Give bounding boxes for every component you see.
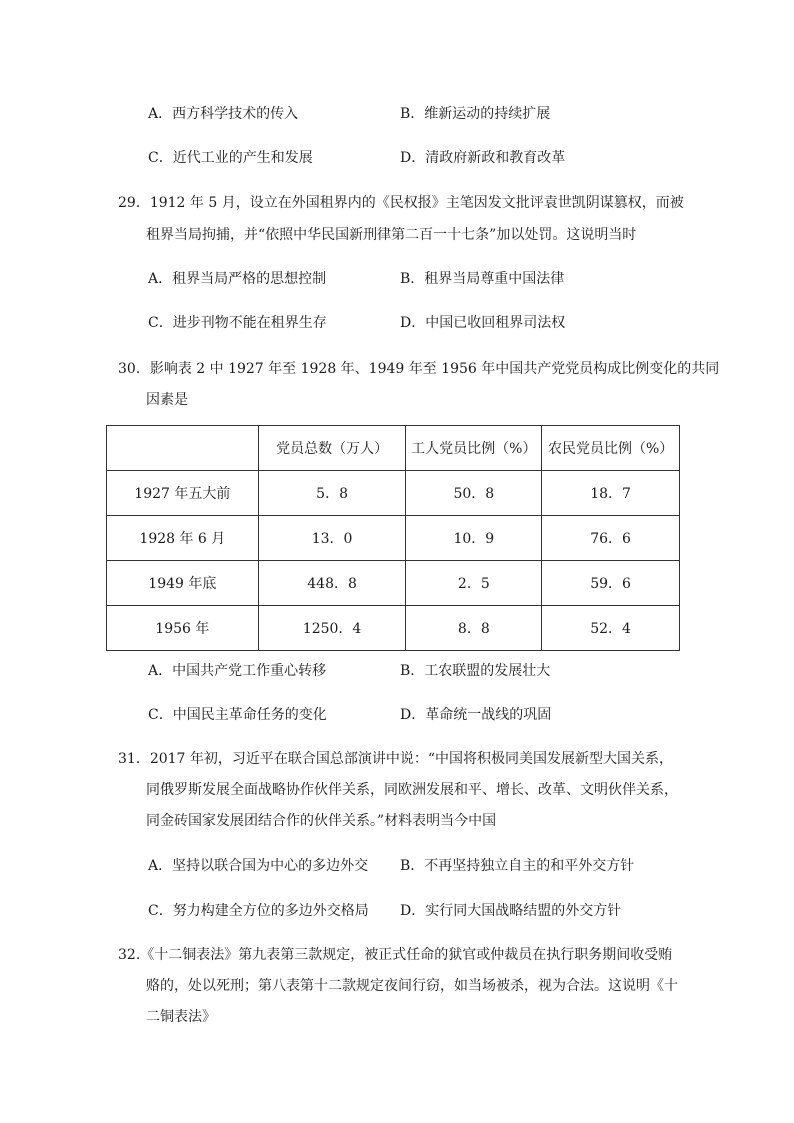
table-cell: 5．8 [258,471,406,516]
table-cell: 2．5 [406,561,542,606]
q29-option-c[interactable]: C．进步刊物不能在租界生存 [148,315,327,331]
party-membership-table [106,425,680,651]
table-cell: 52．4 [542,606,680,651]
q30-option-c[interactable]: C．中国民主革命任务的变化 [148,707,327,723]
table-header-cell: 农民党员比例（%） [542,426,680,471]
q31-option-d[interactable]: D．实行同大国战略结盟的外交方针 [400,903,622,919]
q28-option-d[interactable]: D．清政府新政和教育改革 [400,150,566,166]
q29-stem-line-2: 租界当局拘捕，并“依照中华民国新刑律第二百一十七条”加以处罚。这说明当时 [146,227,637,243]
table-cell: 1250．4 [258,606,406,651]
table-row [107,516,680,561]
q31-stem-line-1: 31．2017 年初，习近平在联合国总部演讲中说：“中国将积极同美国发展新型大国关系， [118,751,674,767]
table-cell: 59．6 [542,561,680,606]
q28-option-b[interactable]: B．维新运动的持续扩展 [400,106,551,122]
q32-stem-line-1: 32.《十二铜表法》第九表第三款规定，被正式任命的狱官或仲裁员在执行职务期间收受贿 [118,947,673,963]
table-row [107,471,680,516]
table-cell: 13．0 [258,516,406,561]
table-header-cell: 党员总数（万人） [258,426,406,471]
table-header-cell [107,426,259,471]
table-cell: 1928 年 6 月 [107,516,259,561]
q31-option-b[interactable]: B．不再坚持独立自主的和平外交方针 [400,858,635,874]
q30-stem-line-1: 30．影响表 2 中 1927 年至 1928 年、1949 年至 1956 年中国共产党党员构成比例变化的共同 [118,361,720,377]
q29-option-b[interactable]: B．租界当局尊重中国法律 [400,271,565,287]
q30-option-d[interactable]: D．革命统一战线的巩固 [400,707,552,723]
table-cell: 1927 年五大前 [107,471,259,516]
q32-stem-line-2: 赂的，处以死刑；第八表第十二款规定夜间行窃，如当场被杀，视为合法。这说明《十 [146,978,678,994]
table-cell: 50．8 [406,471,542,516]
table-cell: 10．9 [406,516,542,561]
table-cell: 1949 年底 [107,561,259,606]
table-header-row [107,426,680,471]
q28-option-c[interactable]: C．近代工业的产生和发展 [148,150,313,166]
q30-stem-line-2: 因素是 [146,392,188,408]
table-cell: 8．8 [406,606,542,651]
q31-option-a[interactable]: A．坚持以联合国为中心的多边外交 [148,858,369,874]
q30-option-a[interactable]: A．中国共产党工作重心转移 [148,663,327,679]
q31-stem-line-3: 同金砖国家发展团结合作的伙伴关系。”材料表明当今中国 [146,813,497,829]
table-header-cell: 工人党员比例（%） [406,426,542,471]
q32-stem-line-3: 二铜表法》 [146,1009,216,1025]
q30-option-b[interactable]: B．工农联盟的发展壮大 [400,663,551,679]
q28-option-a[interactable]: A．西方科学技术的传入 [148,106,299,122]
q29-option-d[interactable]: D．中国已收回租界司法权 [400,315,566,331]
table-cell: 1956 年 [107,606,259,651]
table-row [107,606,680,651]
table-cell: 448．8 [258,561,406,606]
table-cell: 76．6 [542,516,680,561]
q29-option-a[interactable]: A．租界当局严格的思想控制 [148,271,327,287]
table-cell: 18．7 [542,471,680,516]
q29-stem-line-1: 29．1912 年 5 月，设立在外国租界内的《民权报》主笔因发文批评袁世凯阴谋篡权，而被 [118,195,684,211]
q31-stem-line-2: 同俄罗斯发展全面战略协作伙伴关系，同欧洲发展和平、增长、改革、文明伙伴关系， [146,782,678,798]
q31-option-c[interactable]: C．努力构建全方位的多边外交格局 [148,903,369,919]
table-row [107,561,680,606]
